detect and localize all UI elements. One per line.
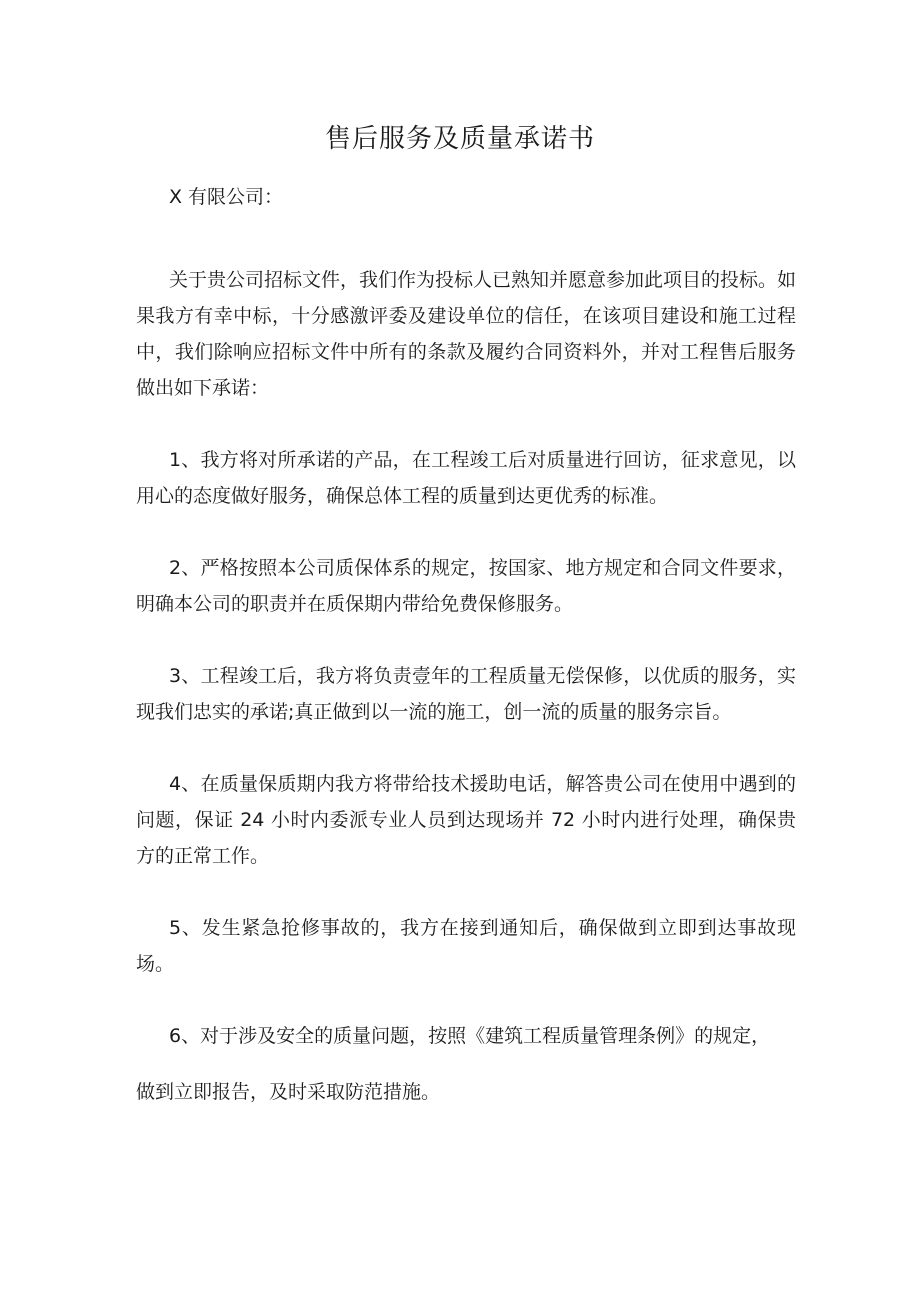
intro-paragraph: 关于贵公司招标文件，我们作为投标人已熟知并愿意参加此项目的投标。如果我方有幸中标，十分感激评委及建设单位的信任，在该项目建设和施工过程中，我们除响应招标文件中所有的条款及履约合同资料外，并对工程售后服务做出如下承诺： [136,269,797,399]
document-title: 售后服务及质量承诺书 [324,124,595,154]
commitment-item-6 [136,1018,796,1110]
commitment-item-4: 4、在质量保质期内我方将带给技术援助电话，解答贵公司在使用中遇到的问题，保证 24 小时内委派专业人员到达现场并 72 小时内进行处理，确保贵方的正常工作。 [136,773,796,867]
salutation: X 有限公司： [169,186,284,208]
commitment-item-3: 3、工程竣工后，我方将负责壹年的工程质量无偿保修，以优质的服务，实现我们忠实的承诺;真正做到以一流的施工，创一流的质量的服务宗旨。 [136,665,796,723]
commitment-item-2: 2、严格按照本公司质保体系的规定，按国家、地方规定和合同文件要求，明确本公司的职责并在质保期内带给免费保修服务。 [136,557,796,615]
commitment-item-1: 1、我方将对所承诺的产品，在工程竣工后对质量进行回访，征求意见，以用心的态度做好服务，确保总体工程的质量到达更优秀的标准。 [136,449,796,507]
commitment-item-6-line-1: 6、对于涉及安全的质量问题，按照《建筑工程质量管理条例》的规定， [169,1025,771,1047]
commitment-item-6-line-2: 做到立即报告，及时采取防范措施。 [136,1081,441,1103]
document-body [136,262,796,1110]
commitment-item-5: 5、发生紧急抢修事故的，我方在接到通知后，确保做到立即到达事故现场。 [136,917,796,975]
